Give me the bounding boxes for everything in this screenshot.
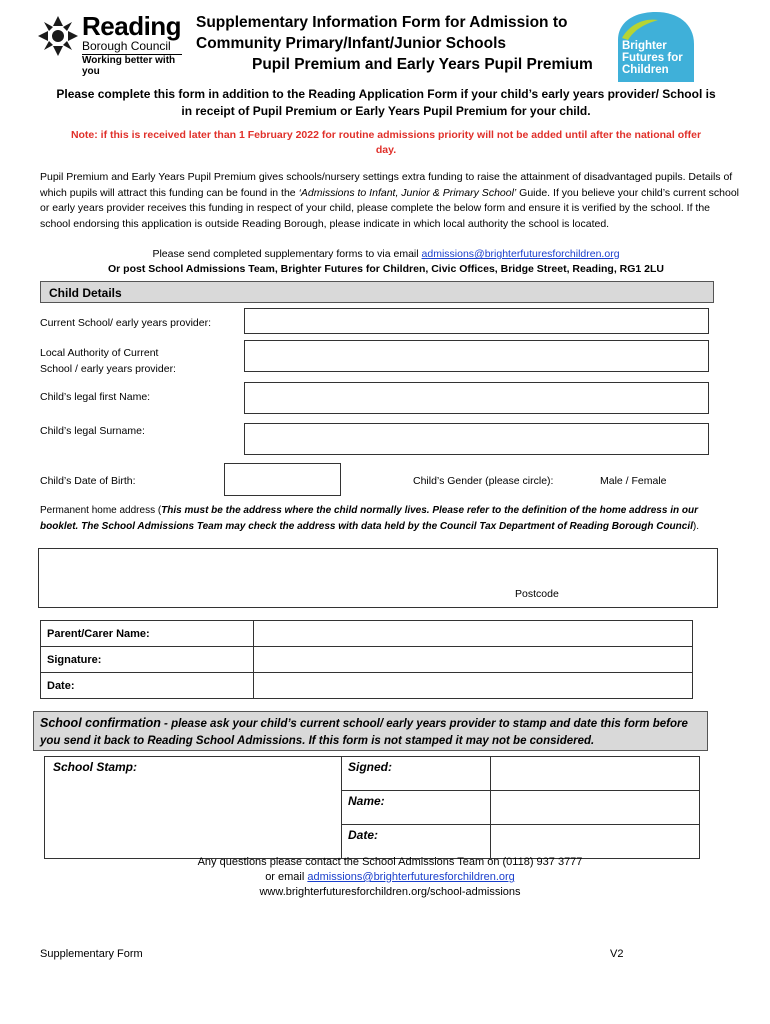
signature-label: Signature: — [41, 647, 254, 673]
school-confirmation-header — [33, 711, 708, 751]
intro-line-2: in receipt of Pupil Premium or Early Years Pupil Premium for your child. — [181, 104, 591, 118]
parent-name-label: Parent/Carer Name: — [41, 621, 254, 647]
local-authority-label-1: Local Authority of Current — [40, 347, 159, 359]
contact-website[interactable]: www.brighterfuturesforchildren.org/school-admissions — [259, 886, 521, 898]
address-label: Permanent home address ( — [40, 505, 162, 516]
bffc-text — [622, 40, 683, 76]
parent-name-row — [41, 621, 693, 647]
para-text-2: Guide. If you believe your child’s current school or early years provider receives this funding in respect of your child, please complete the below form and ensure it is verified by the school. If the school endorsing this application is outside Reading Borough, please indicate in which local authority the school is located. — [40, 186, 740, 230]
current-school-field[interactable] — [244, 308, 709, 334]
send-text: Please send completed supplementary forms to via email — [152, 248, 422, 260]
postcode-label: Postcode — [515, 588, 559, 600]
contact-phone-line: Any questions please contact the School Admissions Team on (0118) 937 3777 — [197, 856, 583, 868]
child-details-header — [40, 281, 714, 303]
bffc-line-1: Brighter — [622, 40, 667, 52]
surname-label: Child’s legal Surname: — [40, 425, 145, 437]
bffc-line-2: Futures for — [622, 52, 683, 64]
address-definition: This must be the address where the child normally lives. Please refer to the definition of the home address in our booklet. The School Admissions Team may check the address with data held by the Council Tax Department of Reading Borough Council — [40, 505, 698, 532]
title-line-1: Supplementary Information Form for Admission to — [196, 14, 568, 31]
contact-email-link[interactable]: admissions@brighterfuturesforchildren.org — [307, 871, 515, 883]
school-stamp-area[interactable] — [45, 757, 342, 859]
admissions-email-link[interactable]: admissions@brighterfuturesforchildren.org — [421, 248, 620, 260]
confirm-date-label: Date: — [342, 825, 491, 859]
title-line-3: Pupil Premium and Early Years Pupil Premium — [252, 56, 593, 73]
parent-name-field[interactable] — [254, 621, 693, 647]
title-line-2: Community Primary/Infant/Junior Schools — [196, 35, 507, 52]
send-instructions — [40, 247, 732, 262]
guide-title: ‘Admissions to Infant, Junior & Primary School’ — [298, 186, 517, 199]
logo-subtitle: Borough Council — [82, 39, 171, 53]
confirm-name-label: Name: — [342, 791, 491, 825]
logo-tagline: Working better with you — [82, 55, 176, 77]
section-title: Child Details — [49, 286, 122, 300]
first-name-label: Child’s legal first Name: — [40, 391, 151, 403]
surname-field[interactable] — [244, 423, 709, 455]
form-title — [196, 12, 606, 75]
para-text-1: Pupil Premium and Early Years Pupil Premium gives schools/nursery settings extra funding to raise the attainment of disadvantaged pupils. Details of which pupils will attract this funding can be found in the — [40, 171, 733, 199]
signature-field[interactable] — [254, 647, 693, 673]
reading-borough-council-logo — [36, 11, 186, 77]
postal-address: Or post School Admissions Team, Brighter Futures for Children, Civic Offices, Bridge Street, Reading, RG1 2LU — [107, 263, 664, 275]
address-close: ). — [692, 520, 699, 532]
gender-options[interactable]: Male / Female — [600, 475, 667, 487]
council-emblem-icon — [36, 14, 80, 58]
confirmation-heading: School confirmation — [40, 716, 161, 730]
address-instructions — [40, 503, 720, 534]
school-stamp-table — [44, 756, 700, 859]
confirm-name-field[interactable] — [491, 791, 700, 825]
deadline-note — [40, 128, 732, 158]
local-authority-field[interactable] — [244, 340, 709, 372]
contact-info — [40, 855, 740, 900]
confirm-date-field[interactable] — [491, 825, 700, 859]
parent-date-row — [41, 673, 693, 699]
contact-email-prefix: or email — [265, 871, 308, 883]
bffc-line-3: Children — [622, 64, 669, 76]
parent-date-label: Date: — [41, 673, 254, 699]
signature-row — [41, 647, 693, 673]
note-line-1: Note: if this is received later than 1 February 2022 for routine admissions priority will not be added until after the national offer — [70, 129, 702, 141]
brighter-futures-logo — [614, 10, 696, 84]
parent-date-field[interactable] — [254, 673, 693, 699]
first-name-field[interactable] — [244, 382, 709, 414]
school-stamp-label: School Stamp: — [53, 760, 138, 774]
footer-form-name: Supplementary Form — [40, 948, 143, 960]
intro-instructions — [40, 86, 732, 120]
note-line-2: day. — [375, 144, 397, 156]
local-authority-label-2: School / early years provider: — [40, 362, 176, 375]
logo-name: Reading — [82, 11, 182, 41]
gender-label: Child’s Gender (please circle): — [413, 475, 554, 487]
signed-label: Signed: — [342, 757, 491, 791]
home-address-field[interactable] — [38, 548, 718, 608]
parent-carer-table — [40, 620, 693, 699]
dob-field[interactable] — [224, 463, 341, 496]
pupil-premium-explanation — [40, 170, 740, 232]
local-authority-label — [40, 346, 176, 377]
signed-field[interactable] — [491, 757, 700, 791]
dob-label: Child’s Date of Birth: — [40, 475, 136, 487]
intro-line-1: Please complete this form in addition to the Reading Application Form if your child’s early years provider/ School is — [56, 87, 716, 101]
confirmation-instructions: - please ask your child’s current school/ early years provider to stamp and date this form before you send it back to Reading School Admissions. If this form is not stamped it may not be considered. — [40, 718, 688, 747]
footer-version: V2 — [610, 948, 624, 960]
confirmation-text — [40, 715, 705, 750]
signed-row — [45, 757, 700, 791]
current-school-label: Current School/ early years provider: — [40, 317, 211, 329]
